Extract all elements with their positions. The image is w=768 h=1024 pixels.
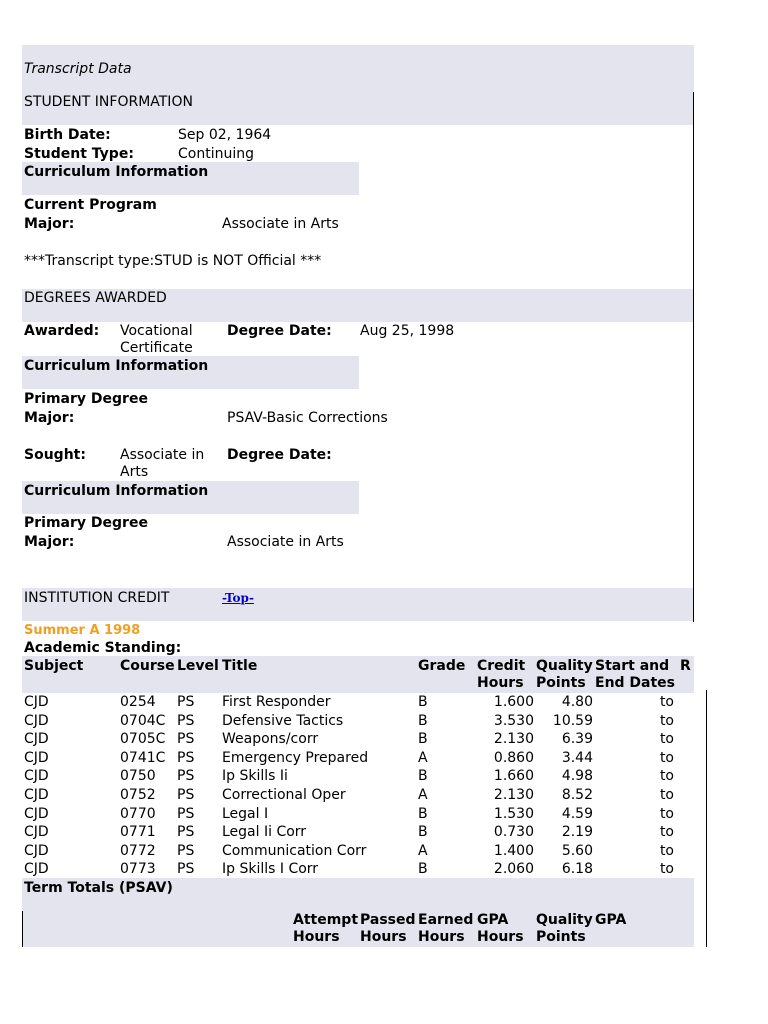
- totals-gpa-final: GPA: [595, 912, 627, 928]
- row-credit: 0.860: [493, 750, 534, 766]
- row-quality: 4.59: [561, 806, 593, 822]
- row-quality: 5.60: [561, 843, 593, 859]
- row-title: Ip Skills I Corr: [222, 861, 319, 877]
- totals-attempt-1: Attempt: [293, 912, 359, 928]
- major-label: Major:: [24, 216, 75, 232]
- major-value-degree-2: Associate in Arts: [227, 534, 344, 550]
- col-level: Level: [177, 658, 219, 674]
- row-dates: to: [659, 843, 674, 859]
- row-subject: CJD: [24, 843, 49, 859]
- row-course: 0771: [120, 824, 156, 840]
- row-subject: CJD: [24, 806, 49, 822]
- row-grade: B: [418, 824, 428, 840]
- row-dates: to: [659, 787, 674, 803]
- sought-value-line1: Associate in: [120, 447, 205, 463]
- row-course: 0704C: [120, 713, 166, 729]
- row-credit: 1.530: [493, 806, 534, 822]
- row-dates: to: [659, 731, 674, 747]
- totals-attempt-2: Hours: [293, 929, 340, 945]
- row-title: Ip Skills Ii: [222, 768, 288, 784]
- totals-gpa-1: GPA: [477, 912, 509, 928]
- row-subject: CJD: [24, 750, 49, 766]
- row-grade: B: [418, 768, 428, 784]
- row-grade: A: [418, 787, 428, 803]
- degree-date-value: Aug 25, 1998: [360, 323, 455, 339]
- row-level: PS: [177, 843, 195, 859]
- primary-degree-label-1: Primary Degree: [24, 391, 148, 407]
- col-title: Title: [222, 658, 258, 674]
- col-grade: Grade: [418, 658, 466, 674]
- row-dates: to: [659, 824, 674, 840]
- transcript-notice: ***Transcript type:STUD is NOT Official ***: [24, 253, 322, 269]
- academic-standing-label: Academic Standing:: [24, 640, 182, 656]
- row-credit: 1.600: [493, 694, 534, 710]
- totals-earned-1: Earned: [418, 912, 474, 928]
- row-grade: B: [418, 731, 428, 747]
- row-credit: 2.130: [493, 731, 534, 747]
- row-subject: CJD: [24, 731, 49, 747]
- curriculum-heading-degree-1: Curriculum Information: [24, 358, 209, 374]
- row-course: 0705C: [120, 731, 166, 747]
- row-subject: CJD: [24, 694, 49, 710]
- col-quality-1: Quality: [536, 658, 593, 674]
- primary-degree-label-2: Primary Degree: [24, 515, 148, 531]
- row-title: Legal Ii Corr: [222, 824, 307, 840]
- row-grade: B: [418, 806, 428, 822]
- row-title: Weapons/corr: [222, 731, 319, 747]
- degrees-heading: DEGREES AWARDED: [24, 290, 167, 306]
- col-credit-1: Credit: [477, 658, 526, 674]
- row-level: PS: [177, 768, 195, 784]
- row-grade: B: [418, 713, 428, 729]
- row-title: Correctional Oper: [222, 787, 346, 803]
- row-level: PS: [177, 713, 195, 729]
- row-credit: 1.660: [493, 768, 534, 784]
- row-subject: CJD: [24, 787, 49, 803]
- left-border-totals: [22, 911, 23, 947]
- student-type-label: Student Type:: [24, 146, 134, 162]
- right-border-upper: [693, 92, 694, 622]
- row-level: PS: [177, 806, 195, 822]
- row-course: 0254: [120, 694, 156, 710]
- row-quality: 2.19: [561, 824, 593, 840]
- birth-date-value: Sep 02, 1964: [178, 127, 272, 143]
- row-course: 0772: [120, 843, 156, 859]
- row-title: Defensive Tactics: [222, 713, 344, 729]
- col-course: Course: [120, 658, 175, 674]
- row-subject: CJD: [24, 713, 49, 729]
- col-subject: Subject: [24, 658, 84, 674]
- col-quality-2: Points: [536, 675, 586, 691]
- curriculum-heading: Curriculum Information: [24, 164, 209, 180]
- degree-date-label: Degree Date:: [227, 323, 332, 339]
- row-quality: 10.59: [552, 713, 593, 729]
- awarded-value-line2: Certificate: [120, 340, 193, 356]
- awarded-value-line1: Vocational: [120, 323, 193, 339]
- row-level: PS: [177, 694, 195, 710]
- major-label-degree-1: Major:: [24, 410, 75, 426]
- row-title: Communication Corr: [222, 843, 367, 859]
- student-type-value: Continuing: [178, 146, 254, 162]
- row-credit: 0.730: [493, 824, 534, 840]
- curriculum-heading-degree-2: Curriculum Information: [24, 483, 209, 499]
- totals-gpa-2: Hours: [477, 929, 524, 945]
- col-start-2: End Dates: [595, 675, 676, 691]
- totals-earned-2: Hours: [418, 929, 465, 945]
- row-title: First Responder: [222, 694, 331, 710]
- awarded-label: Awarded:: [24, 323, 100, 339]
- row-quality: 4.98: [561, 768, 593, 784]
- row-course: 0773: [120, 861, 156, 877]
- row-credit: 2.130: [493, 787, 534, 803]
- row-quality: 6.18: [561, 861, 593, 877]
- major-label-degree-2: Major:: [24, 534, 75, 550]
- row-subject: CJD: [24, 861, 49, 877]
- student-info-heading: STUDENT INFORMATION: [24, 94, 193, 110]
- major-value: Associate in Arts: [222, 216, 339, 232]
- row-course: 0750: [120, 768, 156, 784]
- row-dates: to: [659, 861, 674, 877]
- birth-date-label: Birth Date:: [24, 127, 111, 143]
- row-course: 0770: [120, 806, 156, 822]
- row-credit: 1.400: [493, 843, 534, 859]
- row-title: Legal I: [222, 806, 269, 822]
- row-quality: 8.52: [561, 787, 593, 803]
- row-course: 0752: [120, 787, 156, 803]
- row-title: Emergency Prepared: [222, 750, 369, 766]
- row-quality: 3.44: [561, 750, 593, 766]
- col-credit-2: Hours: [477, 675, 524, 691]
- col-r: R: [680, 658, 691, 674]
- current-program-label: Current Program: [24, 197, 157, 213]
- page-title: Transcript Data: [24, 61, 132, 77]
- degree-date-label-2: Degree Date:: [227, 447, 332, 463]
- totals-passed-1: Passed: [360, 912, 416, 928]
- totals-qp-1: Quality: [536, 912, 593, 928]
- row-course: 0741C: [120, 750, 166, 766]
- term-label: Summer A 1998: [24, 623, 141, 638]
- right-border-totals: [706, 911, 707, 947]
- row-credit: 3.530: [493, 713, 534, 729]
- row-dates: to: [659, 750, 674, 766]
- row-quality: 6.39: [561, 731, 593, 747]
- row-grade: A: [418, 750, 428, 766]
- totals-passed-2: Hours: [360, 929, 407, 945]
- totals-qp-2: Points: [536, 929, 586, 945]
- row-subject: CJD: [24, 824, 49, 840]
- row-grade: B: [418, 694, 428, 710]
- sought-label: Sought:: [24, 447, 86, 463]
- term-totals-heading: Term Totals (PSAV): [24, 880, 173, 896]
- col-start-1: Start and: [595, 658, 670, 674]
- row-grade: B: [418, 861, 428, 877]
- top-link[interactable]: -Top-: [222, 591, 254, 605]
- sought-value-line2: Arts: [120, 464, 149, 480]
- row-dates: to: [659, 806, 674, 822]
- row-quality: 4.80: [561, 694, 593, 710]
- right-border-table: [706, 690, 707, 946]
- row-level: PS: [177, 861, 195, 877]
- row-level: PS: [177, 824, 195, 840]
- row-level: PS: [177, 731, 195, 747]
- major-value-degree-1: PSAV-Basic Corrections: [227, 410, 388, 426]
- row-dates: to: [659, 713, 674, 729]
- row-grade: A: [418, 843, 428, 859]
- row-level: PS: [177, 750, 195, 766]
- row-level: PS: [177, 787, 195, 803]
- row-credit: 2.060: [493, 861, 534, 877]
- institution-credit-heading: INSTITUTION CREDIT: [24, 590, 170, 606]
- row-subject: CJD: [24, 768, 49, 784]
- row-dates: to: [659, 768, 674, 784]
- row-dates: to: [659, 694, 674, 710]
